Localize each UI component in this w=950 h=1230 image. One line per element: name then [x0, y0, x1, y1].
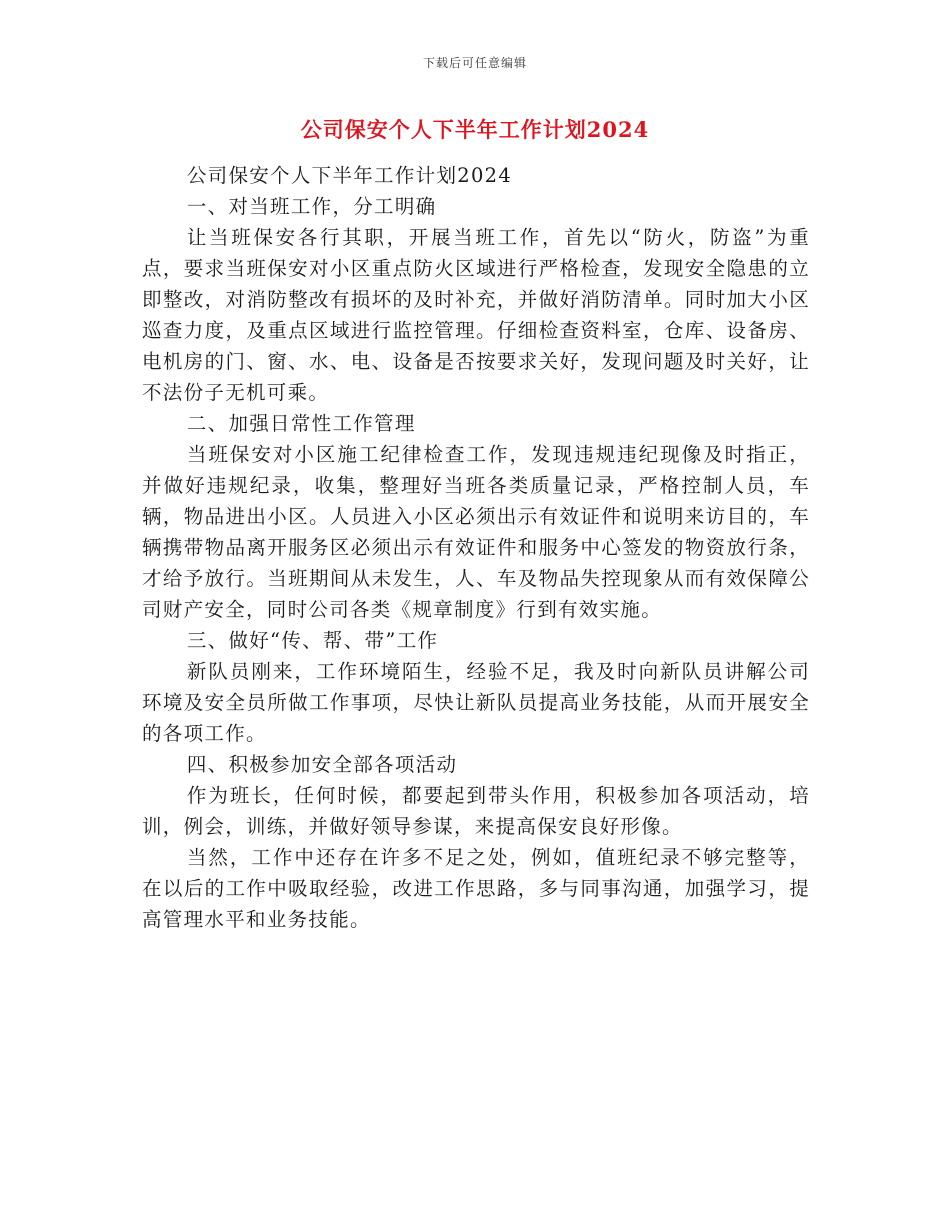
- paragraph-conclusion: 当然，工作中还存在许多不足之处，例如，值班纪录不够完整等，在以后的工作中吸取经验，改进工作思路，多与同事沟通，加强学习，提高管理水平和业务技能。: [142, 846, 810, 931]
- paragraph-4: 作为班长，任何时候，都要起到带头作用，积极参加各项活动，培训，例会，训练，并做好领导参谋，来提高保安良好形像。: [142, 784, 810, 838]
- paragraph-subtitle: 公司保安个人下半年工作计划2024: [186, 164, 513, 187]
- section-heading-2: 二、加强日常性工作管理: [186, 412, 416, 435]
- section-heading-4: 四、积极参加安全部各项活动: [186, 753, 458, 776]
- paragraph-3: 新队员刚来，工作环境陌生，经验不足，我及时向新队员讲解公司环境及安全员所做工作事项，尽快让新队员提高业务技能，从而开展安全的各项工作。: [142, 660, 810, 745]
- section-heading-3: 三、做好“传、帮、带”工作: [186, 629, 439, 652]
- header-note: 下载后可任意编辑: [422, 56, 527, 70]
- document-title: 公司保安个人下半年工作计划2024: [300, 117, 650, 142]
- document-body: [142, 160, 810, 935]
- paragraph-1: 让当班保安各行其职，开展当班工作，首先以“防火，防盗”为重点，要求当班保安对小区重点防火区域进行严格检查，发现安全隐患的立即整改，对消防整改有损坏的及时补充，并做好消防清单。同时加大小区巡查力度，及重点区域进行监控管理。仔细检查资料室，仓库、设备房、电机房的门、窗、水、电、设备是否按要求关好，发现问题及时关好，让不法份子无机可乘。: [142, 226, 810, 404]
- section-heading-1: 一、对当班工作，分工明确: [186, 195, 437, 218]
- paragraph-2: 当班保安对小区施工纪律检查工作，发现违规违纪现像及时指正，并做好违规纪录，收集，整理好当班各类质量记录，严格控制人员，车辆，物品进出小区。人员进入小区必须出示有效证件和说明来访目的，车辆携带物品离开服务区必须出示有效证件和服务中心签发的物资放行条，才给予放行。当班期间从未发生，人、车及物品失控现象从而有效保障公司财产安全，同时公司各类《规章制度》行到有效实施。: [142, 443, 810, 621]
